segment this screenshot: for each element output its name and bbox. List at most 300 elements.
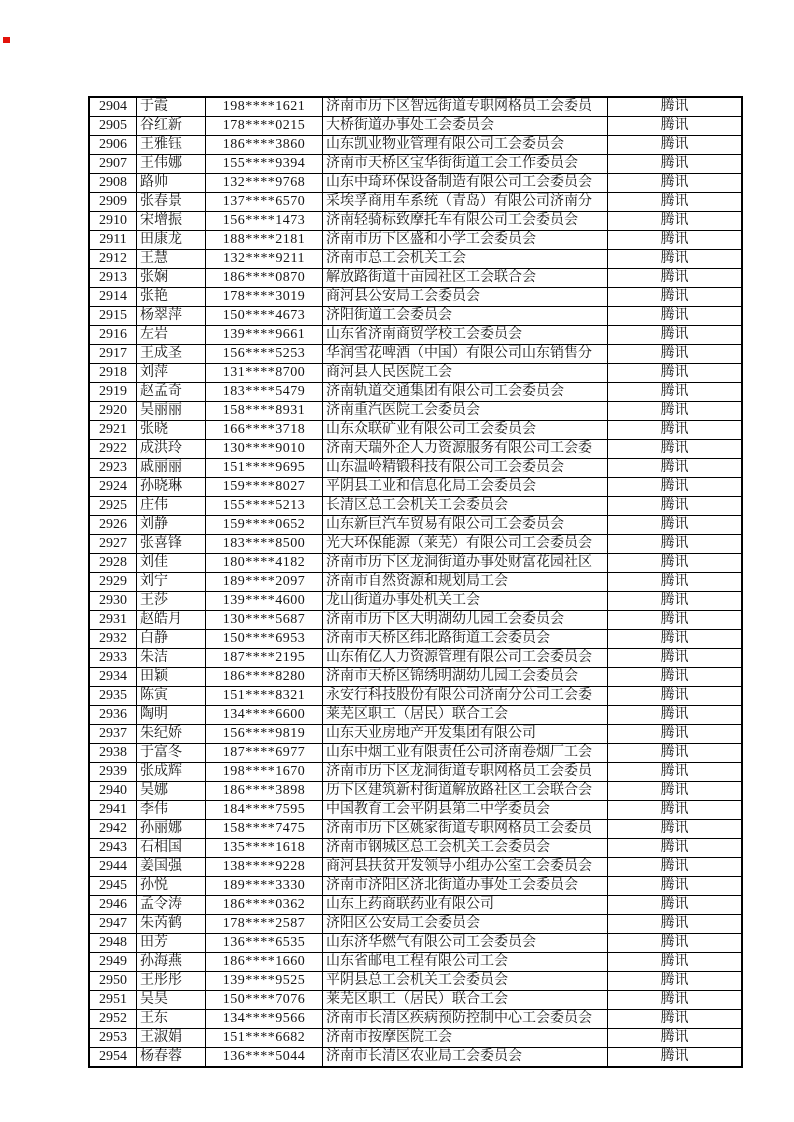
cell-sequence-number: 2952	[89, 1010, 137, 1029]
cell-organization: 济阳街道工会委员会	[323, 307, 608, 326]
cell-organization: 永安行科技股份有限公司济南分公司工会委	[323, 687, 608, 706]
table-row	[89, 858, 742, 877]
cell-sequence-number: 2924	[89, 478, 137, 497]
table-row	[89, 212, 742, 231]
cell-masked-phone: 130****9010	[206, 440, 323, 459]
table-row	[89, 231, 742, 250]
cell-masked-phone: 180****4182	[206, 554, 323, 573]
cell-platform: 腾讯	[608, 440, 743, 459]
cell-masked-phone: 139****9525	[206, 972, 323, 991]
cell-platform: 腾讯	[608, 972, 743, 991]
cell-organization: 平阴县总工会机关工会委员会	[323, 972, 608, 991]
cell-platform: 腾讯	[608, 402, 743, 421]
cell-platform: 腾讯	[608, 516, 743, 535]
cell-member-name: 朱洁	[137, 649, 206, 668]
cell-platform: 腾讯	[608, 573, 743, 592]
cell-masked-phone: 151****6682	[206, 1029, 323, 1048]
cell-member-name: 孟令涛	[137, 896, 206, 915]
cell-member-name: 于霞	[137, 97, 206, 117]
cell-sequence-number: 2926	[89, 516, 137, 535]
cell-sequence-number: 2930	[89, 592, 137, 611]
cell-platform: 腾讯	[608, 231, 743, 250]
cell-platform: 腾讯	[608, 345, 743, 364]
cell-organization: 大桥街道办事处工会委员会	[323, 117, 608, 136]
cell-platform: 腾讯	[608, 1048, 743, 1068]
cell-sequence-number: 2950	[89, 972, 137, 991]
table-row	[89, 117, 742, 136]
cell-masked-phone: 178****0215	[206, 117, 323, 136]
cell-masked-phone: 156****5253	[206, 345, 323, 364]
cell-organization: 山东凯业物业管理有限公司工会委员会	[323, 136, 608, 155]
cell-masked-phone: 186****1660	[206, 953, 323, 972]
table-row	[89, 497, 742, 516]
cell-organization: 济南轻骑标致摩托车有限公司工会委员会	[323, 212, 608, 231]
table-row	[89, 193, 742, 212]
cell-platform: 腾讯	[608, 668, 743, 687]
cell-member-name: 谷红新	[137, 117, 206, 136]
cell-organization: 商河县公安局工会委员会	[323, 288, 608, 307]
cell-member-name: 田颖	[137, 668, 206, 687]
cell-member-name: 王莎	[137, 592, 206, 611]
cell-sequence-number: 2934	[89, 668, 137, 687]
cell-sequence-number: 2910	[89, 212, 137, 231]
cell-sequence-number: 2917	[89, 345, 137, 364]
cell-sequence-number: 2906	[89, 136, 137, 155]
cell-masked-phone: 137****6570	[206, 193, 323, 212]
cell-member-name: 王东	[137, 1010, 206, 1029]
cell-organization: 济南市历下区智远街道专职网格员工会委员	[323, 97, 608, 117]
cell-platform: 腾讯	[608, 839, 743, 858]
cell-member-name: 庄伟	[137, 497, 206, 516]
cell-sequence-number: 2940	[89, 782, 137, 801]
cell-masked-phone: 186****0870	[206, 269, 323, 288]
cell-sequence-number: 2921	[89, 421, 137, 440]
cell-member-name: 田康龙	[137, 231, 206, 250]
cell-platform: 腾讯	[608, 630, 743, 649]
cell-platform: 腾讯	[608, 744, 743, 763]
cell-sequence-number: 2908	[89, 174, 137, 193]
cell-masked-phone: 150****4673	[206, 307, 323, 326]
table-row	[89, 516, 742, 535]
cell-masked-phone: 186****0362	[206, 896, 323, 915]
table-row	[89, 953, 742, 972]
cell-platform: 腾讯	[608, 459, 743, 478]
cell-masked-phone: 188****2181	[206, 231, 323, 250]
cell-organization: 济南市按摩医院工会	[323, 1029, 608, 1048]
cell-organization: 采埃孚商用车系统（青岛）有限公司济南分	[323, 193, 608, 212]
cell-organization: 平阴县工业和信息化局工会委员会	[323, 478, 608, 497]
table-row	[89, 896, 742, 915]
cell-platform: 腾讯	[608, 706, 743, 725]
table-row	[89, 972, 742, 991]
table-row	[89, 535, 742, 554]
cell-organization: 山东中烟工业有限责任公司济南卷烟厂工会	[323, 744, 608, 763]
cell-member-name: 吴昊	[137, 991, 206, 1010]
cell-sequence-number: 2938	[89, 744, 137, 763]
cell-platform: 腾讯	[608, 915, 743, 934]
cell-sequence-number: 2913	[89, 269, 137, 288]
cell-sequence-number: 2931	[89, 611, 137, 630]
cell-member-name: 吴娜	[137, 782, 206, 801]
cell-organization: 济南市历下区盛和小学工会委员会	[323, 231, 608, 250]
cell-platform: 腾讯	[608, 288, 743, 307]
cell-organization: 龙山街道办事处机关工会	[323, 592, 608, 611]
cell-member-name: 刘静	[137, 516, 206, 535]
cell-sequence-number: 2946	[89, 896, 137, 915]
cell-masked-phone: 156****9819	[206, 725, 323, 744]
union-member-roster-table	[88, 96, 743, 1068]
cell-platform: 腾讯	[608, 155, 743, 174]
table-row	[89, 725, 742, 744]
cell-masked-phone: 186****8280	[206, 668, 323, 687]
cell-organization: 济南轨道交通集团有限公司工会委员会	[323, 383, 608, 402]
cell-organization: 济南市天桥区宝华街街道工会工作委员会	[323, 155, 608, 174]
cell-sequence-number: 2911	[89, 231, 137, 250]
cell-member-name: 孙丽娜	[137, 820, 206, 839]
cell-masked-phone: 159****8027	[206, 478, 323, 497]
table-row	[89, 630, 742, 649]
cell-sequence-number: 2928	[89, 554, 137, 573]
cell-masked-phone: 134****6600	[206, 706, 323, 725]
cell-sequence-number: 2942	[89, 820, 137, 839]
cell-masked-phone: 189****3330	[206, 877, 323, 896]
cell-platform: 腾讯	[608, 611, 743, 630]
cell-masked-phone: 198****1670	[206, 763, 323, 782]
cell-platform: 腾讯	[608, 687, 743, 706]
cell-organization: 济南天瑞外企人力资源服务有限公司工会委	[323, 440, 608, 459]
table-row	[89, 1010, 742, 1029]
cell-platform: 腾讯	[608, 383, 743, 402]
cell-member-name: 王淑娟	[137, 1029, 206, 1048]
cell-sequence-number: 2929	[89, 573, 137, 592]
cell-organization: 济南市天桥区锦绣明湖幼儿园工会委员会	[323, 668, 608, 687]
cell-masked-phone: 150****7076	[206, 991, 323, 1010]
cell-masked-phone: 136****5044	[206, 1048, 323, 1068]
cell-organization: 济南市钢城区总工会机关工会委员会	[323, 839, 608, 858]
cell-member-name: 杨春蓉	[137, 1048, 206, 1068]
cell-sequence-number: 2920	[89, 402, 137, 421]
table-row	[89, 288, 742, 307]
cell-platform: 腾讯	[608, 554, 743, 573]
cell-organization: 山东众联矿业有限公司工会委员会	[323, 421, 608, 440]
table-row	[89, 782, 742, 801]
table-row	[89, 383, 742, 402]
cell-member-name: 吴丽丽	[137, 402, 206, 421]
cell-sequence-number: 2927	[89, 535, 137, 554]
cell-sequence-number: 2925	[89, 497, 137, 516]
cell-platform: 腾讯	[608, 307, 743, 326]
cell-masked-phone: 139****4600	[206, 592, 323, 611]
cell-platform: 腾讯	[608, 97, 743, 117]
cell-sequence-number: 2905	[89, 117, 137, 136]
cell-sequence-number: 2937	[89, 725, 137, 744]
cell-organization: 济南市自然资源和规划局工会	[323, 573, 608, 592]
cell-organization: 济南市天桥区纬北路街道工会委员会	[323, 630, 608, 649]
table-row	[89, 155, 742, 174]
cell-member-name: 宋增振	[137, 212, 206, 231]
cell-member-name: 张春景	[137, 193, 206, 212]
table-row	[89, 478, 742, 497]
cell-organization: 光大环保能源（莱芜）有限公司工会委员会	[323, 535, 608, 554]
cell-sequence-number: 2939	[89, 763, 137, 782]
cell-sequence-number: 2943	[89, 839, 137, 858]
cell-sequence-number: 2951	[89, 991, 137, 1010]
cell-member-name: 姜国强	[137, 858, 206, 877]
cell-organization: 历下区建筑新村街道解放路社区工会联合会	[323, 782, 608, 801]
cell-platform: 腾讯	[608, 801, 743, 820]
cell-masked-phone: 130****5687	[206, 611, 323, 630]
table-row	[89, 250, 742, 269]
cell-masked-phone: 186****3898	[206, 782, 323, 801]
cell-platform: 腾讯	[608, 117, 743, 136]
cell-organization: 商河县扶贫开发领导小组办公室工会委员会	[323, 858, 608, 877]
table-row	[89, 668, 742, 687]
cell-organization: 解放路街道十亩园社区工会联合会	[323, 269, 608, 288]
table-row	[89, 649, 742, 668]
cell-platform: 腾讯	[608, 725, 743, 744]
cell-masked-phone: 159****0652	[206, 516, 323, 535]
cell-masked-phone: 132****9211	[206, 250, 323, 269]
cell-member-name: 成洪玲	[137, 440, 206, 459]
cell-member-name: 张喜锋	[137, 535, 206, 554]
cell-member-name: 刘宁	[137, 573, 206, 592]
cell-member-name: 刘佳	[137, 554, 206, 573]
cell-organization: 济南市长清区疾病预防控制中心工会委员会	[323, 1010, 608, 1029]
cell-platform: 腾讯	[608, 535, 743, 554]
table-row	[89, 611, 742, 630]
cell-platform: 腾讯	[608, 421, 743, 440]
cell-member-name: 刘萍	[137, 364, 206, 383]
cell-member-name: 张娴	[137, 269, 206, 288]
cell-sequence-number: 2933	[89, 649, 137, 668]
red-annotation-dot	[3, 37, 10, 43]
table-row	[89, 459, 742, 478]
cell-masked-phone: 178****3019	[206, 288, 323, 307]
cell-sequence-number: 2909	[89, 193, 137, 212]
cell-masked-phone: 134****9566	[206, 1010, 323, 1029]
cell-platform: 腾讯	[608, 478, 743, 497]
cell-masked-phone: 155****5213	[206, 497, 323, 516]
cell-organization: 山东省济南商贸学校工会委员会	[323, 326, 608, 345]
cell-member-name: 赵孟奇	[137, 383, 206, 402]
cell-platform: 腾讯	[608, 592, 743, 611]
cell-masked-phone: 150****6953	[206, 630, 323, 649]
cell-sequence-number: 2932	[89, 630, 137, 649]
cell-organization: 莱芜区职工（居民）联合工会	[323, 706, 608, 725]
cell-member-name: 王慧	[137, 250, 206, 269]
table-row	[89, 269, 742, 288]
cell-member-name: 朱纪娇	[137, 725, 206, 744]
cell-sequence-number: 2944	[89, 858, 137, 877]
cell-sequence-number: 2941	[89, 801, 137, 820]
cell-organization: 济南市历下区龙洞街道专职网格员工会委员	[323, 763, 608, 782]
cell-platform: 腾讯	[608, 1029, 743, 1048]
cell-organization: 济南市长清区农业局工会委员会	[323, 1048, 608, 1068]
cell-masked-phone: 158****8931	[206, 402, 323, 421]
cell-sequence-number: 2949	[89, 953, 137, 972]
table-row	[89, 440, 742, 459]
table-row	[89, 706, 742, 725]
cell-masked-phone: 132****9768	[206, 174, 323, 193]
cell-organization: 山东天业房地产开发集团有限公司	[323, 725, 608, 744]
cell-masked-phone: 156****1473	[206, 212, 323, 231]
cell-platform: 腾讯	[608, 136, 743, 155]
cell-member-name: 王雅钰	[137, 136, 206, 155]
cell-platform: 腾讯	[608, 649, 743, 668]
cell-organization: 商河县人民医院工会	[323, 364, 608, 383]
cell-platform: 腾讯	[608, 953, 743, 972]
table-row	[89, 991, 742, 1010]
cell-sequence-number: 2947	[89, 915, 137, 934]
table-row	[89, 307, 742, 326]
cell-organization: 济南重汽医院工会委员会	[323, 402, 608, 421]
cell-member-name: 左岩	[137, 326, 206, 345]
table-row	[89, 554, 742, 573]
table-row	[89, 573, 742, 592]
cell-organization: 莱芜区职工（居民）联合工会	[323, 991, 608, 1010]
cell-member-name: 路帅	[137, 174, 206, 193]
table-row	[89, 877, 742, 896]
table-row	[89, 174, 742, 193]
table-row	[89, 1029, 742, 1048]
cell-organization: 华润雪花啤酒（中国）有限公司山东销售分	[323, 345, 608, 364]
cell-member-name: 张晓	[137, 421, 206, 440]
cell-masked-phone: 158****7475	[206, 820, 323, 839]
table-row	[89, 345, 742, 364]
cell-platform: 腾讯	[608, 193, 743, 212]
cell-masked-phone: 151****8321	[206, 687, 323, 706]
cell-platform: 腾讯	[608, 934, 743, 953]
cell-masked-phone: 139****9661	[206, 326, 323, 345]
cell-masked-phone: 187****6977	[206, 744, 323, 763]
cell-sequence-number: 2916	[89, 326, 137, 345]
cell-masked-phone: 135****1618	[206, 839, 323, 858]
cell-platform: 腾讯	[608, 896, 743, 915]
cell-platform: 腾讯	[608, 269, 743, 288]
cell-sequence-number: 2912	[89, 250, 137, 269]
cell-organization: 长清区总工会机关工会委员会	[323, 497, 608, 516]
cell-sequence-number: 2914	[89, 288, 137, 307]
cell-masked-phone: 187****2195	[206, 649, 323, 668]
cell-platform: 腾讯	[608, 858, 743, 877]
cell-masked-phone: 166****3718	[206, 421, 323, 440]
cell-sequence-number: 2945	[89, 877, 137, 896]
cell-masked-phone: 136****6535	[206, 934, 323, 953]
table-row	[89, 97, 742, 117]
table-row	[89, 326, 742, 345]
cell-member-name: 陈寅	[137, 687, 206, 706]
cell-platform: 腾讯	[608, 763, 743, 782]
cell-member-name: 孙晓琳	[137, 478, 206, 497]
cell-sequence-number: 2919	[89, 383, 137, 402]
cell-organization: 山东温岭精锻科技有限公司工会委员会	[323, 459, 608, 478]
cell-platform: 腾讯	[608, 174, 743, 193]
cell-organization: 济南市济阳区济北街道办事处工会委员会	[323, 877, 608, 896]
cell-sequence-number: 2907	[89, 155, 137, 174]
cell-organization: 济南市总工会机关工会	[323, 250, 608, 269]
cell-masked-phone: 183****8500	[206, 535, 323, 554]
cell-member-name: 朱芮鹤	[137, 915, 206, 934]
cell-masked-phone: 186****3860	[206, 136, 323, 155]
cell-sequence-number: 2904	[89, 97, 137, 117]
cell-platform: 腾讯	[608, 326, 743, 345]
table-row	[89, 364, 742, 383]
cell-masked-phone: 198****1621	[206, 97, 323, 117]
cell-sequence-number: 2954	[89, 1048, 137, 1068]
cell-member-name: 于富冬	[137, 744, 206, 763]
table-row	[89, 763, 742, 782]
cell-sequence-number: 2948	[89, 934, 137, 953]
cell-member-name: 王伟娜	[137, 155, 206, 174]
cell-organization: 山东新巨汽车贸易有限公司工会委员会	[323, 516, 608, 535]
cell-platform: 腾讯	[608, 364, 743, 383]
cell-sequence-number: 2936	[89, 706, 137, 725]
table-row	[89, 839, 742, 858]
table-row	[89, 801, 742, 820]
cell-member-name: 李伟	[137, 801, 206, 820]
cell-member-name: 张艳	[137, 288, 206, 307]
table-row	[89, 402, 742, 421]
table-row	[89, 915, 742, 934]
cell-organization: 济南市历下区姚家街道专职网格员工会委员	[323, 820, 608, 839]
cell-member-name: 陶明	[137, 706, 206, 725]
cell-member-name: 戚丽丽	[137, 459, 206, 478]
cell-platform: 腾讯	[608, 877, 743, 896]
cell-masked-phone: 178****2587	[206, 915, 323, 934]
cell-masked-phone: 189****2097	[206, 573, 323, 592]
cell-organization: 中国教育工会平阴县第二中学委员会	[323, 801, 608, 820]
cell-organization: 山东省邮电工程有限公司工会	[323, 953, 608, 972]
cell-platform: 腾讯	[608, 250, 743, 269]
cell-member-name: 杨翠萍	[137, 307, 206, 326]
cell-organization: 济阳区公安局工会委员会	[323, 915, 608, 934]
cell-organization: 山东上药商联药业有限公司	[323, 896, 608, 915]
cell-member-name: 王成圣	[137, 345, 206, 364]
table-row	[89, 421, 742, 440]
cell-organization: 山东中琦环保设备制造有限公司工会委员会	[323, 174, 608, 193]
cell-masked-phone: 151****9695	[206, 459, 323, 478]
cell-sequence-number: 2918	[89, 364, 137, 383]
cell-platform: 腾讯	[608, 1010, 743, 1029]
cell-organization: 济南市历下区大明湖幼儿园工会委员会	[323, 611, 608, 630]
cell-sequence-number: 2935	[89, 687, 137, 706]
table-row	[89, 820, 742, 839]
cell-sequence-number: 2953	[89, 1029, 137, 1048]
table-row	[89, 592, 742, 611]
cell-sequence-number: 2922	[89, 440, 137, 459]
cell-organization: 济南市历下区龙洞街道办事处财富花园社区	[323, 554, 608, 573]
cell-sequence-number: 2923	[89, 459, 137, 478]
cell-member-name: 王彤彤	[137, 972, 206, 991]
cell-member-name: 孙海燕	[137, 953, 206, 972]
cell-masked-phone: 131****8700	[206, 364, 323, 383]
table-row	[89, 687, 742, 706]
cell-platform: 腾讯	[608, 782, 743, 801]
cell-platform: 腾讯	[608, 991, 743, 1010]
table-row	[89, 744, 742, 763]
cell-platform: 腾讯	[608, 212, 743, 231]
cell-masked-phone: 155****9394	[206, 155, 323, 174]
cell-masked-phone: 183****5479	[206, 383, 323, 402]
cell-platform: 腾讯	[608, 820, 743, 839]
table-row	[89, 1048, 742, 1068]
cell-member-name: 孙悦	[137, 877, 206, 896]
table-row	[89, 136, 742, 155]
cell-organization: 山东侑亿人力资源管理有限公司工会委员会	[323, 649, 608, 668]
cell-member-name: 石相国	[137, 839, 206, 858]
cell-member-name: 白静	[137, 630, 206, 649]
cell-masked-phone: 184****7595	[206, 801, 323, 820]
